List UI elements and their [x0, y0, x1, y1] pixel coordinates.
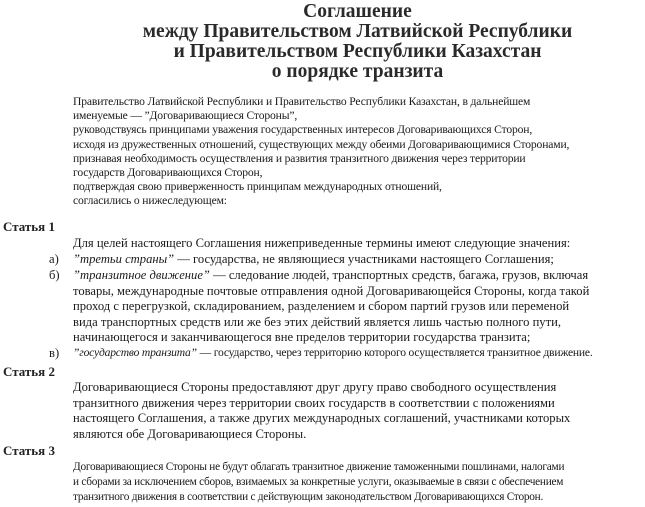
item-c-term: ”государство транзита” — [73, 346, 197, 359]
item-b-line: товары, международные почтовые отправления одной Договаривающейся Стороны, когда такой — [73, 283, 590, 298]
item-b-definition: — следование людей, транспортных средств, багажа, грузов, включая — [209, 268, 589, 282]
item-c-definition: — государство, через территорию которого осуществляется транзитное движение. — [196, 346, 593, 359]
item-c-letter: в) — [49, 346, 60, 360]
article-2-line: настоящего Соглашения, а также других международных соглашений, участниками которых — [73, 411, 571, 426]
item-b-line: начинающегося и заканчивающегося вне пределов территории государства транзита; — [73, 330, 531, 345]
document-title — [0, 2, 645, 82]
article-3-line: Договаривающиеся Стороны не будут облагать транзитное движение таможенными пошлинами, налогами — [73, 461, 565, 473]
item-b-letter: б) — [49, 268, 60, 282]
article-2-line: Договаривающиеся Стороны предоставляют друг другу право свободного осуществления — [73, 380, 557, 394]
item-b-text — [73, 268, 641, 346]
article-3-line: транзитного движения в соответствии с действующим законодательством Договаривающихся Сторон. — [73, 491, 544, 503]
article-2-line: транзитного движения через территории своих государств в соответствии с положениями — [73, 395, 555, 410]
preamble-line: государств Договаривающихся Сторон, — [73, 166, 263, 180]
article-1-intro: Для целей настоящего Соглашения нижеприведенные термины имеют следующие значения: — [73, 236, 571, 250]
preamble-line: руководствуясь принципами уважения государственных интересов Договаривающихся Сторон, — [73, 123, 533, 137]
item-b-line: проход с перегрузкой, складированием, разделением и сбором партий грузов или переменой — [73, 299, 570, 314]
item-a-term: ”третьи страны” — [73, 252, 175, 266]
article-2-heading: Статья 2 — [3, 364, 55, 379]
article-3-body — [73, 460, 641, 505]
title-line: Соглашение — [303, 1, 412, 22]
preamble-line: согласились о нижеследующем: — [73, 194, 227, 208]
preamble — [73, 95, 641, 209]
title-line: между Правительством Латвийской Республики — [142, 21, 573, 42]
article-2-body — [73, 380, 641, 442]
item-c-text — [73, 346, 641, 361]
preamble-line: именуемые — ”Договаривающиеся Стороны”, — [73, 109, 298, 123]
title-line: и Правительством Республики Казахстан — [173, 41, 542, 62]
preamble-line: подтверждая свою приверженность принципам международных отношений, — [73, 180, 442, 194]
item-a-definition: — государства, не являющиеся участниками настоящего Соглашения; — [174, 252, 554, 266]
preamble-line: признавая необходимость осуществления и развития транзитного движения через территории — [73, 151, 526, 165]
title-line: о порядке транзита — [271, 61, 444, 82]
article-3-line: и сборами за исключением сборов, взимаемых за конкретные услуги, оказываемые в связи с обеспечением — [73, 476, 564, 488]
item-a-letter: а) — [49, 252, 59, 266]
item-b-line: вида транспортных средств или же без этих действий является лишь частью полного пути, — [73, 314, 561, 329]
preamble-line: Правительство Латвийской Республики и Правительство Республики Казахстан, в дальнейшем — [73, 95, 531, 108]
item-a-text — [73, 252, 641, 267]
item-b-term: ”транзитное движение” — [73, 268, 210, 282]
article-2-line: являются обе Договаривающиеся Стороны. — [73, 426, 307, 441]
article-1-heading: Статья 1 — [3, 219, 55, 234]
preamble-line: исходя из дружественных отношений, существующих между обеими Договаривающимися Сторонами, — [73, 137, 570, 151]
article-3-heading: Статья 3 — [3, 443, 55, 458]
